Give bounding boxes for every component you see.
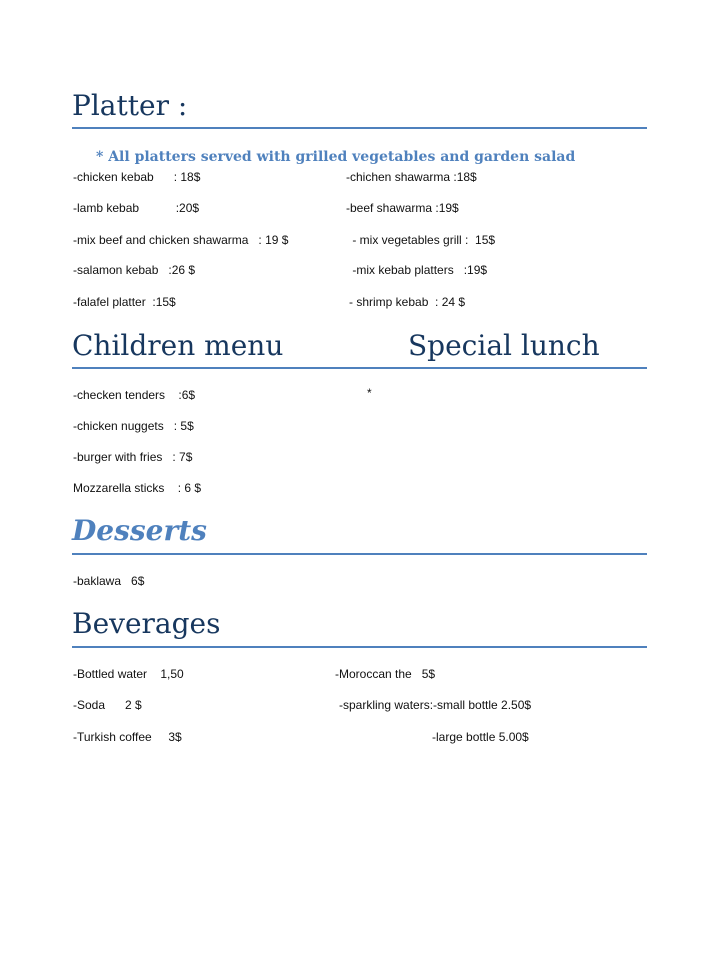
beverage-item-moroccan-tea: -Moroccan the 5$: [335, 667, 436, 681]
beverages-rule: [72, 646, 647, 648]
special-heading: Special lunch: [408, 329, 600, 362]
children-heading: Children menu: [72, 329, 284, 362]
dessert-item-baklawa: -baklawa 6$: [73, 574, 145, 588]
platter-item-shrimp-kebab: - shrimp kebab : 24 $: [349, 295, 466, 309]
beverages-heading: Beverages: [72, 607, 221, 640]
platter-heading: Platter :: [72, 89, 188, 122]
platter-item-veg-grill: - mix vegetables grill : 15$: [349, 233, 496, 247]
platter-item-chicken-shawarma: -chichen shawarma :18$: [346, 170, 477, 184]
platter-item-salmon-kebab: -salamon kebab :26 $: [73, 263, 196, 277]
beverage-item-sparkling-small: -sparkling waters:-small bottle 2.50$: [339, 698, 532, 712]
children-item-nuggets: -chicken nuggets : 5$: [73, 419, 194, 433]
platter-item-kebab-platters: -mix kebab platters :19$: [349, 263, 488, 277]
platter-note: * All platters served with grilled vegetables and garden salad: [96, 149, 576, 165]
desserts-rule: [72, 553, 647, 555]
platter-item-chicken-kebab: -chicken kebab : 18$: [73, 170, 201, 184]
beverage-item-sparkling-large: -large bottle 5.00$: [432, 730, 529, 744]
platter-item-lamb-kebab: -lamb kebab :20$: [73, 201, 200, 215]
platter-item-falafel: -falafel platter :15$: [73, 295, 176, 309]
special-marker: *: [367, 386, 372, 400]
platter-item-mix-shawarma: -mix beef and chicken shawarma : 19 $: [73, 233, 289, 247]
beverage-item-water: -Bottled water 1,50: [73, 667, 184, 681]
platter-item-beef-shawarma: -beef shawarma :19$: [346, 201, 459, 215]
children-item-mozzarella: Mozzarella sticks : 6 $: [73, 481, 202, 495]
children-item-tenders: -checken tenders :6$: [73, 388, 196, 402]
beverage-item-turkish-coffee: -Turkish coffee 3$: [73, 730, 182, 744]
beverage-item-soda: -Soda 2 $: [73, 698, 142, 712]
desserts-heading: Desserts: [72, 514, 207, 547]
platter-rule: [72, 127, 647, 129]
children-rule: [72, 367, 647, 369]
children-item-burger: -burger with fries : 7$: [73, 450, 193, 464]
